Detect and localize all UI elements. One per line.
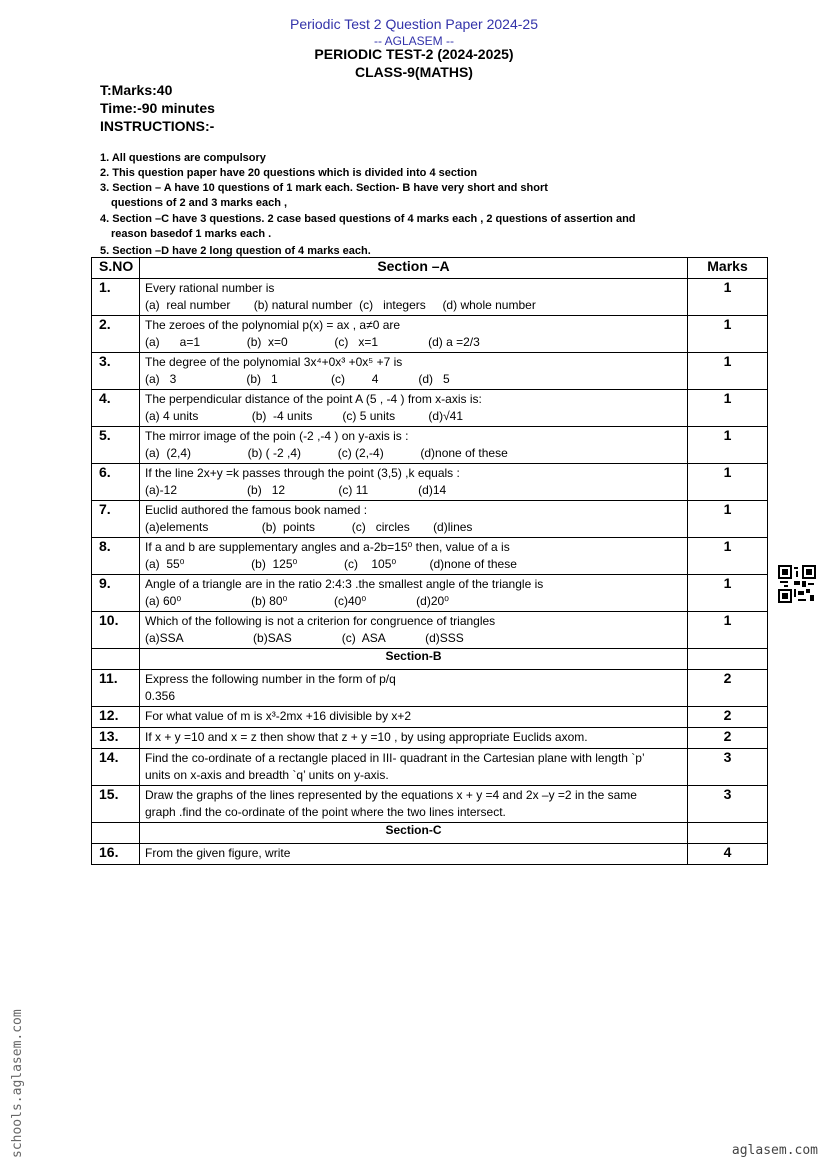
question-options: (a) (2,4) (b) ( -2 ,4) (c) (2,-4) (d)none of these	[145, 446, 508, 460]
section-b-row	[92, 649, 768, 670]
instruction-2: 2. This question paper have 20 questions which is divided into 4 section	[100, 167, 478, 179]
table-row	[92, 749, 768, 786]
question-cell	[140, 390, 688, 427]
section-c-row	[92, 823, 768, 844]
site-subtitle: -- AGLASEM --	[373, 34, 454, 48]
question-text: Every rational number is	[145, 281, 275, 295]
instruction-5: 5. Section –D have 2 long question of 4 marks each.	[100, 245, 371, 257]
table-row	[92, 707, 768, 728]
question-marks: 1	[688, 427, 768, 464]
table-row	[92, 427, 768, 464]
question-options: (a) 60⁰ (b) 80⁰ (c)40⁰ (d)20⁰	[145, 594, 449, 608]
instructions-label: INSTRUCTIONS:-	[100, 118, 215, 134]
question-marks: 1	[688, 316, 768, 353]
question-text: If x + y =10 and x = z then show that z + y =10 , by using appropriate Euclids axom.	[145, 730, 588, 744]
question-options: (a)-12 (b) 12 (c) 11 (d)14	[145, 483, 447, 497]
question-cell	[140, 501, 688, 538]
question-number: 5.	[92, 427, 140, 464]
question-marks: 1	[688, 538, 768, 575]
question-text: Which of the following is not a criterion for congruence of triangles	[145, 614, 496, 628]
question-text: For what value of m is x³-2mx +16 divisible by x+2	[145, 709, 412, 723]
question-cell	[140, 316, 688, 353]
question-number: 7.	[92, 501, 140, 538]
table-row	[92, 844, 768, 865]
table-row	[92, 670, 768, 707]
question-marks: 2	[688, 670, 768, 707]
question-cell	[140, 749, 688, 786]
question-options: (a)SSA (b)SAS (c) ASA (d)SSS	[145, 631, 464, 645]
time-allowed: Time:-90 minutes	[100, 100, 215, 116]
question-options: (a) 55⁰ (b) 125⁰ (c) 105⁰ (d)none of these	[145, 557, 517, 571]
question-text: The mirror image of the poin (-2 ,-4 ) on y-axis is :	[145, 429, 409, 443]
sno-header: S.NO	[92, 258, 140, 279]
section-c-heading: Section-C	[140, 823, 688, 844]
question-marks: 4	[688, 844, 768, 865]
table-row	[92, 390, 768, 427]
question-options: (a)elements (b) points (c) circles (d)lines	[145, 520, 473, 534]
question-cell	[140, 707, 688, 728]
instruction-3-cont: questions of 2 and 3 marks each ,	[111, 197, 288, 209]
question-number: 9.	[92, 575, 140, 612]
paper-title: PERIODIC TEST-2 (2024-2025)	[314, 46, 514, 62]
question-options: (a) a=1 (b) x=0 (c) x=1 (d) a =2/3	[145, 335, 480, 349]
question-number: 15.	[92, 786, 140, 823]
qr-code-icon	[778, 565, 816, 603]
table-row	[92, 316, 768, 353]
table-row	[92, 353, 768, 390]
table-row	[92, 728, 768, 749]
question-marks: 3	[688, 749, 768, 786]
question-number: 10.	[92, 612, 140, 649]
question-number: 3.	[92, 353, 140, 390]
section-a-heading: Section –A	[140, 258, 688, 279]
question-number: 2.	[92, 316, 140, 353]
question-options: units on x-axis and breadth `q’ units on y-axis.	[145, 768, 389, 782]
instruction-4: 4. Section –C have 3 questions. 2 case based questions of 4 marks each , 2 questions of assertion and	[100, 213, 636, 225]
question-text: Find the co-ordinate of a rectangle placed in III- quadrant in the Cartesian plane with length `p’	[145, 751, 645, 765]
instruction-1: 1. All questions are compulsory	[100, 152, 266, 164]
question-number: 4.	[92, 390, 140, 427]
site-title: Periodic Test 2 Question Paper 2024-25	[289, 16, 538, 32]
question-marks: 3	[688, 786, 768, 823]
question-cell	[140, 575, 688, 612]
question-table	[91, 257, 768, 865]
question-cell	[140, 427, 688, 464]
instruction-3: 3. Section – A have 10 questions of 1 mark each. Section- B have very short and short	[100, 182, 548, 194]
question-marks: 1	[688, 575, 768, 612]
question-cell	[140, 786, 688, 823]
question-marks: 1	[688, 612, 768, 649]
section-b-heading: Section-B	[140, 649, 688, 670]
class-title: CLASS-9(MATHS)	[355, 64, 473, 80]
question-cell	[140, 279, 688, 316]
question-cell	[140, 538, 688, 575]
footer-watermark: aglasem.com	[731, 1143, 818, 1158]
question-number: 13.	[92, 728, 140, 749]
table-header-row	[92, 258, 768, 279]
side-watermark: schools.aglasem.com	[10, 1009, 25, 1158]
table-row	[92, 538, 768, 575]
question-options: 0.356	[145, 689, 176, 703]
question-number: 6.	[92, 464, 140, 501]
question-cell	[140, 728, 688, 749]
table-row	[92, 575, 768, 612]
table-row	[92, 786, 768, 823]
question-number: 11.	[92, 670, 140, 707]
question-text: If the line 2x+y =k passes through the point (3,5) ,k equals :	[145, 466, 460, 480]
question-marks: 2	[688, 707, 768, 728]
instruction-4-cont: reason basedof 1 marks each .	[111, 228, 272, 240]
table-row	[92, 279, 768, 316]
question-cell	[140, 670, 688, 707]
question-marks: 1	[688, 501, 768, 538]
question-text: The perpendicular distance of the point A (5 , -4 ) from x-axis is:	[145, 392, 482, 406]
question-number: 12.	[92, 707, 140, 728]
question-number: 8.	[92, 538, 140, 575]
question-cell	[140, 464, 688, 501]
question-text: Euclid authored the famous book named :	[145, 503, 368, 517]
question-marks: 1	[688, 390, 768, 427]
question-options: (a) real number (b) natural number (c) integers (d) whole number	[145, 298, 536, 312]
question-text: Express the following number in the form of p/q	[145, 672, 396, 686]
question-marks: 1	[688, 464, 768, 501]
question-marks: 1	[688, 353, 768, 390]
question-text: From the given figure, write	[145, 846, 291, 860]
question-options: (a) 4 units (b) -4 units (c) 5 units (d)√41	[145, 409, 464, 423]
question-cell	[140, 612, 688, 649]
marks-header: Marks	[688, 258, 768, 279]
question-text: Angle of a triangle are in the ratio 2:4:3 .the smallest angle of the triangle is	[145, 577, 544, 591]
question-number: 16.	[92, 844, 140, 865]
question-text: The zeroes of the polynomial p(x) = ax , a≠0 are	[145, 318, 401, 332]
question-options: (a) 3 (b) 1 (c) 4 (d) 5	[145, 372, 450, 386]
question-cell	[140, 844, 688, 865]
question-number: 1.	[92, 279, 140, 316]
table-row	[92, 501, 768, 538]
question-text: If a and b are supplementary angles and a-2b=15⁰ then, value of a is	[145, 540, 510, 554]
table-row	[92, 612, 768, 649]
question-text: Draw the graphs of the lines represented by the equations x + y =4 and 2x –y =2 in the same	[145, 788, 637, 802]
question-cell	[140, 353, 688, 390]
question-marks: 2	[688, 728, 768, 749]
question-options: graph .find the co-ordinate of the point where the two lines intersect.	[145, 805, 506, 819]
total-marks: T:Marks:40	[100, 82, 173, 98]
question-marks: 1	[688, 279, 768, 316]
question-number: 14.	[92, 749, 140, 786]
table-row	[92, 464, 768, 501]
question-text: The degree of the polynomial 3x⁴+0x³ +0x⁵ +7 is	[145, 355, 403, 369]
